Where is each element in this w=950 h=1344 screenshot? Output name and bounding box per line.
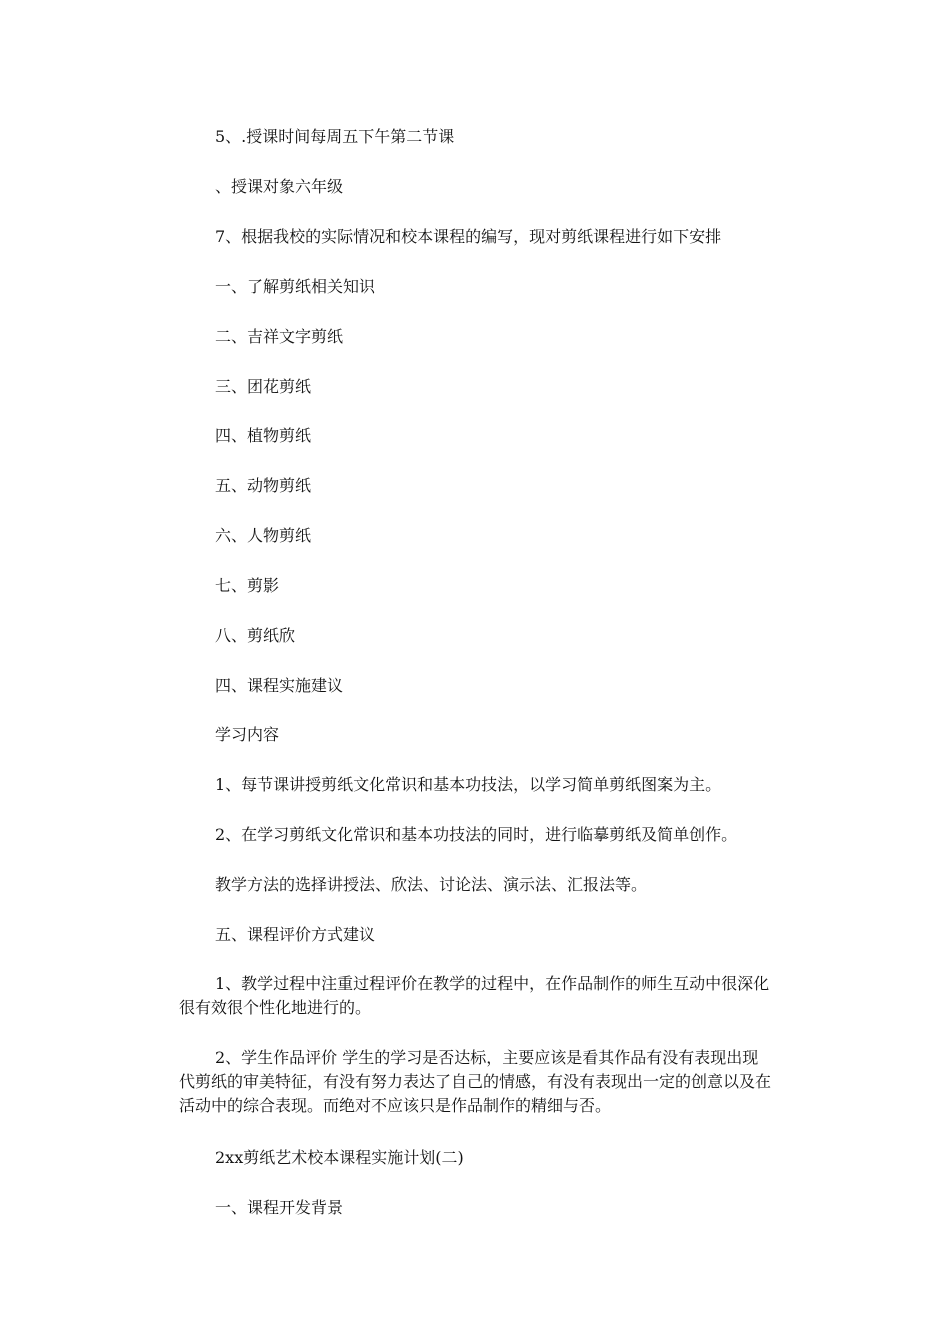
list-item-plant-papercut: 四、植物剪纸 xyxy=(215,426,312,445)
section-heading-evaluation: 五、课程评价方式建议 xyxy=(215,925,376,944)
list-item-silhouette: 七、剪影 xyxy=(215,576,280,595)
paragraph-evaluation-2: 2、学生作品评价 学生的学习是否达标，主要应该是看其作品有没有表现出现代剪纸的审美特征，有没有努力表达了自己的情感，有没有表现出一定的创意以及在活动中的综合表现。而绝对不应该只是作品制作的精细与否。 xyxy=(179,1048,772,1115)
section-heading-implementation: 四、课程实施建议 xyxy=(215,676,344,695)
paragraph-class-time: 5、.授课时间每周五下午第二节课 xyxy=(215,127,455,146)
list-item-appreciation: 八、剪纸欣 xyxy=(215,626,296,645)
subheading-learning-content: 学习内容 xyxy=(215,725,280,744)
list-item-text-papercut: 二、吉祥文字剪纸 xyxy=(215,327,344,346)
paragraph-class-audience: 、授课对象六年级 xyxy=(215,177,344,196)
paragraph-arrangement-intro: 7、根据我校的实际情况和校本课程的编写，现对剪纸课程进行如下安排 xyxy=(215,227,722,246)
paragraph-content-2: 2、在学习剪纸文化常识和基本功技法的同时，进行临摹剪纸及简单创作。 xyxy=(215,825,738,844)
paragraph-evaluation-1: 1、教学过程中注重过程评价在教学的过程中，在作品制作的师生互动中很深化很有效很个性化地进行的。 xyxy=(179,974,770,1017)
list-item-flower-papercut: 三、团花剪纸 xyxy=(215,377,312,396)
list-item-figure-papercut: 六、人物剪纸 xyxy=(215,526,312,545)
paragraph-content-1: 1、每节课讲授剪纸文化常识和基本功技法，以学习简单剪纸图案为主。 xyxy=(215,775,722,794)
list-item-animal-papercut: 五、动物剪纸 xyxy=(215,476,312,495)
paragraph-teaching-methods: 教学方法的选择讲授法、欣法、讨论法、演示法、汇报法等。 xyxy=(215,875,648,894)
paragraph-plan-title: 2xx剪纸艺术校本课程实施计划(二) xyxy=(215,1148,464,1167)
section-heading-background: 一、课程开发背景 xyxy=(215,1198,344,1217)
list-item-knowledge: 一、了解剪纸相关知识 xyxy=(215,277,376,296)
